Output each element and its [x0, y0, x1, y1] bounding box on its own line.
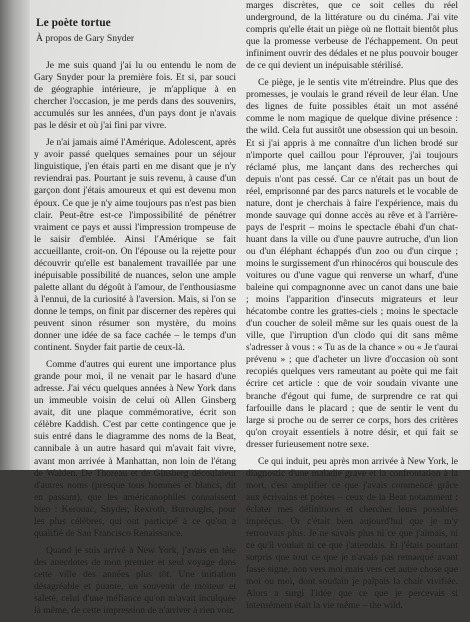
paragraph: Je me suis quand j'ai lu ou entendu le nom de Gary Snyder pour la première fois. Et si, par souci de géographie intérieure, je m'applique à en chercher l'occasion, je me perds dans des souvenirs, accumulés sur les années, d'un pays dont je n'avais pas le désir et où j'ai fini par vivre.	[34, 60, 236, 132]
article-subtitle: À propos de Gary Snyder	[36, 33, 135, 44]
paragraph: Ce piège, je le sentis vite m'étreindre. Plus que des promesses, je voulais le grand réveil de leur élan. Une des lignes de fuite possibles était un mot asséné comme le nom magique de quelque divine présence : the wild. Cela fut aussitôt une obsession qui un besoin. Et si j'ai appris à me connaître d'un lichen brodé sur n'importe quel caillou pour l'éprouver, j'ai toujours réclamé plus, me lançant dans des recherches qui depuis n'ont pas cessé. Car ce n'était pas un bout de réel, emprisonné par des parcs naturels et le vocable de nature, dont je cherchais à faire l'expérience, mais du monde sauvage qui donne accès au rêve et à l'arrière-pays de l'esprit – moins le spectacle ébahi d'un chat-huant dans la ville ou d'une pauvre autruche, d'un lion ou d'un éléphant échappés d'un zoo ou d'un cirque ; moins le surgissement d'un rhinocéros qui bouscule des voitures ou d'une vague qui renverse un wharf, d'une baleine qui compagnonne avec un canot dans une baie ; moins l'apparition d'insecuts migrateurs et leur hécatombe contre les grattes-ciels ; moins le spectacle d'un coucher de soleil même sur les quais ouest de la ville, que l'irruption d'un clodo qui dit sans même s'adresser à vous : « Tu as de la chance » ou « Je t'aurai prévenu » ; que d'acheter un livre d'occasion où sont recopiés quelques vers rameutant au poète qui me fait écrire cet article : que de voir soudain vivante une branche d'égout qui fume, de surprendre ce rat qui farfouille dans le placard ; que de sentir le vent du large si proche ou de serrer ce corps, hors des critères qu'on croyait essentiels à notre désir, et qui fait se dresser furieusement notre sexe.	[246, 77, 458, 450]
paragraph: Ce qui induit, peu après mon arrivée à New York, le diagnostic d'une maladie grave et la confrontation à la mort, c'est amplifier ce que j'avais commencé grâce aux écrivains et poètes – ceux de la Beat notamment : éclater mes définitions et chercher leurs possibles impréçus. Or c'était bien aujourd'hui que je m'y retrouvais plus. Je ne savais plus ni ce que j'aimais, ni ce qu'il voulait ni ce que j'attendais. Et j'étais pourtant surpris que tout ce que je n'avais pas remarqué avant fasse signe, non vers moi mais vers cet autre chose que moi ou moi, dont soudain je palpais la chair vivifiée. Alors a surgi l'idée que ce que je percevais si intensément était la vie même – the wild.	[246, 455, 458, 612]
left-column	[34, 6, 236, 622]
paragraph: marges discrètes, que ce soit celles du réel underground, de la littérature ou du cinéma. J'ai vite compris qu'elle était un piège où ne flottait bientôt plus que la promesse verbeuse de l'échappement. On peut infiniment ouvrir des dédales et ne plus pouvoir bouger de ce qui devient un inépuisable stérilisé.	[246, 0, 458, 72]
article-title: Le poète tortue	[36, 17, 111, 29]
right-column	[246, 0, 458, 612]
book-spine-shadow	[0, 0, 30, 470]
paragraph: Comme d'autres qui eurent une importance plus grande pour moi, il ne venait par le hasard d'une adresse. J'ai vécu quelques années à New York dans un immeuble voisin de celui où Allen Ginsberg avait, dit une plaque commémorative, écrit son célèbre Kaddish. C'est par cette contingence que je suis entré dans le diagramme des noms de la Beat, cannibale à un autre hasard qui m'avait fait vivre, avant mon arrivée à Manhattan, non loin de l'étang de Walden. De Thoreau et de Ginsberg découlaient d'autres noms (presque tous hommes et blancs, dit en passant), que les américanophiles connaissent bien : Kerouac, Snyder, Rexroth, Burroughs, pour les plus célèbres, qui ont participé à ce qu'on a qualifié de San Francisco Renaissance.	[34, 359, 236, 539]
paragraph: Je n'ai jamais aimé l'Amérique. Adolescent, après y avoir passé quelques semaines pour un séjour linguistique, j'en étais parti en me disant que je n'y reviendrai pas. Pourtant je suis revenu, à cause d'un garçon dont j'étais amoureux et qui est devenu mon époux. Ce que je n'y aime toujours pas n'est pas bien clair. Peut-être est-ce l'impossibilité de pénétrer vraiment ce pays et aussi l'impression trompeuse de le saisir d'emblée. Ainsi l'Amérique se fait accueillante, croit-on. On l'épouse ou la rejette pour découvrir qu'elle est banalement travaillée par une inépuisable possibilité de nuances, selon une ample palette allant du dégoût à l'amour, de l'enthousiasme à l'ennui, de la curiosité à l'aversion. Mais, si l'on se donne le temps, on finit par discerner des repères qui peuvent sinon résumer son mystère, du moins donner une idée de sa face cachée – le temps d'un continent. Snyder fait partie de ceux-là.	[34, 137, 237, 354]
paragraph: Quand je suis arrivé à New York, j'avais en tête des anecdotes de mon premier et seul voyage dans cette ville des années plus tôt. Une initiation désagréable et puante, un souvenir de moiteur et saleté, celui d'une méfiance qu'on m'avait inculquée là même, de cette impression de n'arriver à rien voir.	[34, 544, 236, 617]
